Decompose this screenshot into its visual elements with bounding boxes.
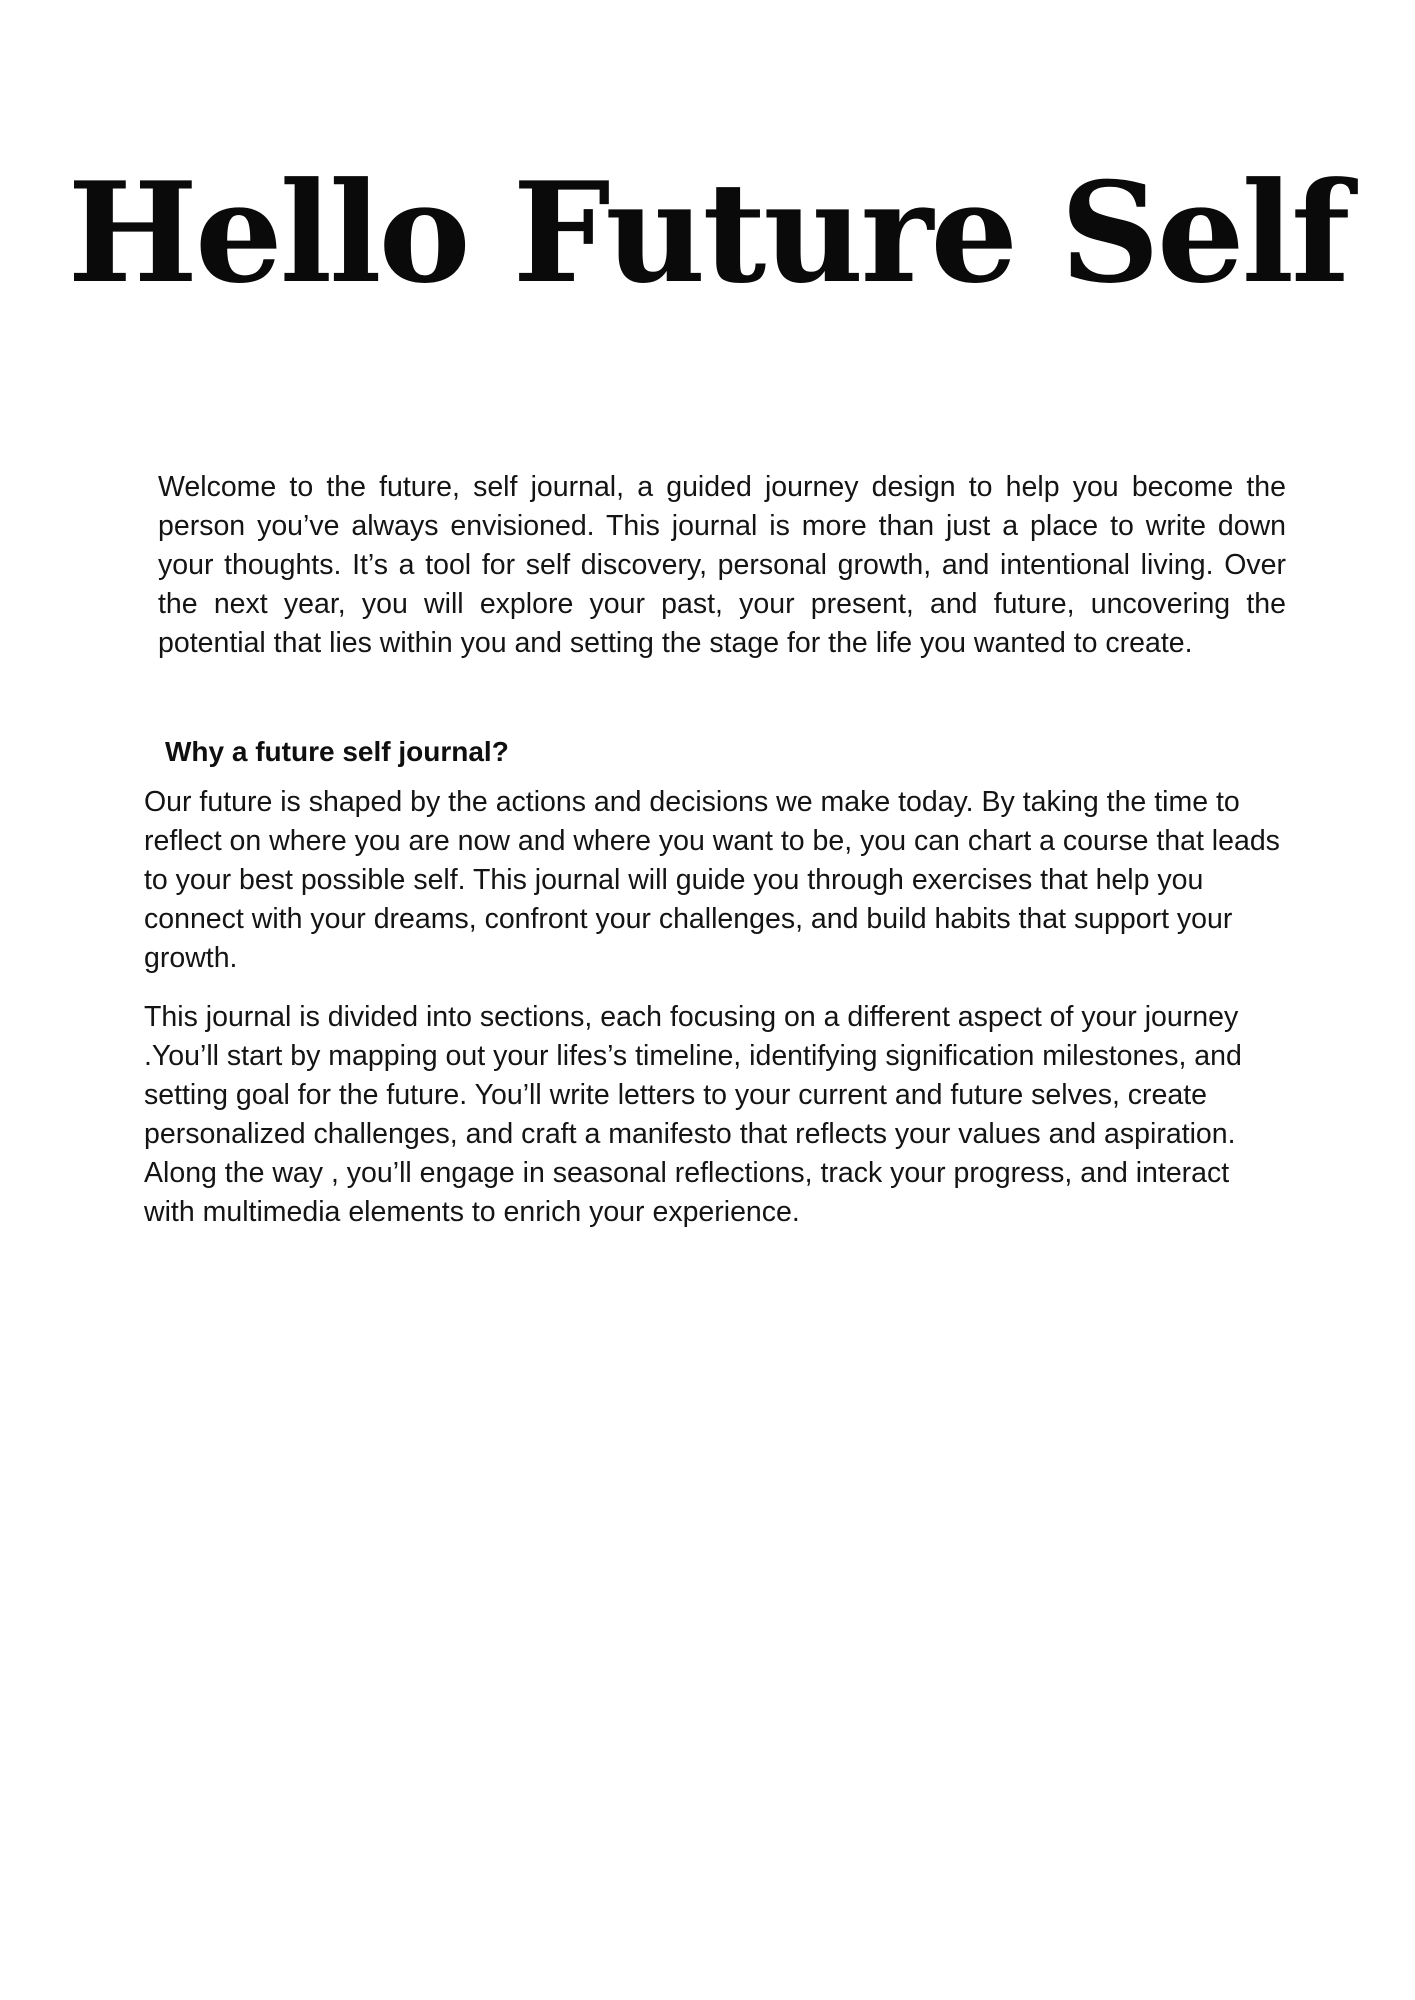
page-title: Hello Future Self [67,151,1348,314]
section-heading: Why a future self journal? [165,736,509,767]
body-paragraph-1: Our future is shaped by the actions and decisions we make today. By taking the time to reflect on where you are now and where you want to be, you can chart a course that leads to your best possible self. This journal will guide you through exercises that help you connect with your dreams, confront your challenges, and build habits that support your growth. [144,786,1280,974]
body-paragraph-2: This journal is divided into sections, each focusing on a different aspect of your journey .You’ll start by mapping out your lifes’s timeline, identifying signification milestones, and setting goal for the future. You’ll write letters to your current and future selves, create personalized challenges, and craft a manifesto that reflects your values and aspiration. Along the way , you’ll engage in seasonal reflections, track your progress, and interact with multimedia elements to enrich your experience. [144,1001,1242,1228]
intro-paragraph: Welcome to the future, self journal, a guided journey design to help you become the person you’ve always envisioned. This journal is more than just a place to write down your thoughts. It’s a tool for self discovery, personal growth, and intentional living. Over the next year, you will explore your past, your present, and future, uncovering the potential that lies within you and setting the stage for the life you wanted to create. [158,471,1286,659]
